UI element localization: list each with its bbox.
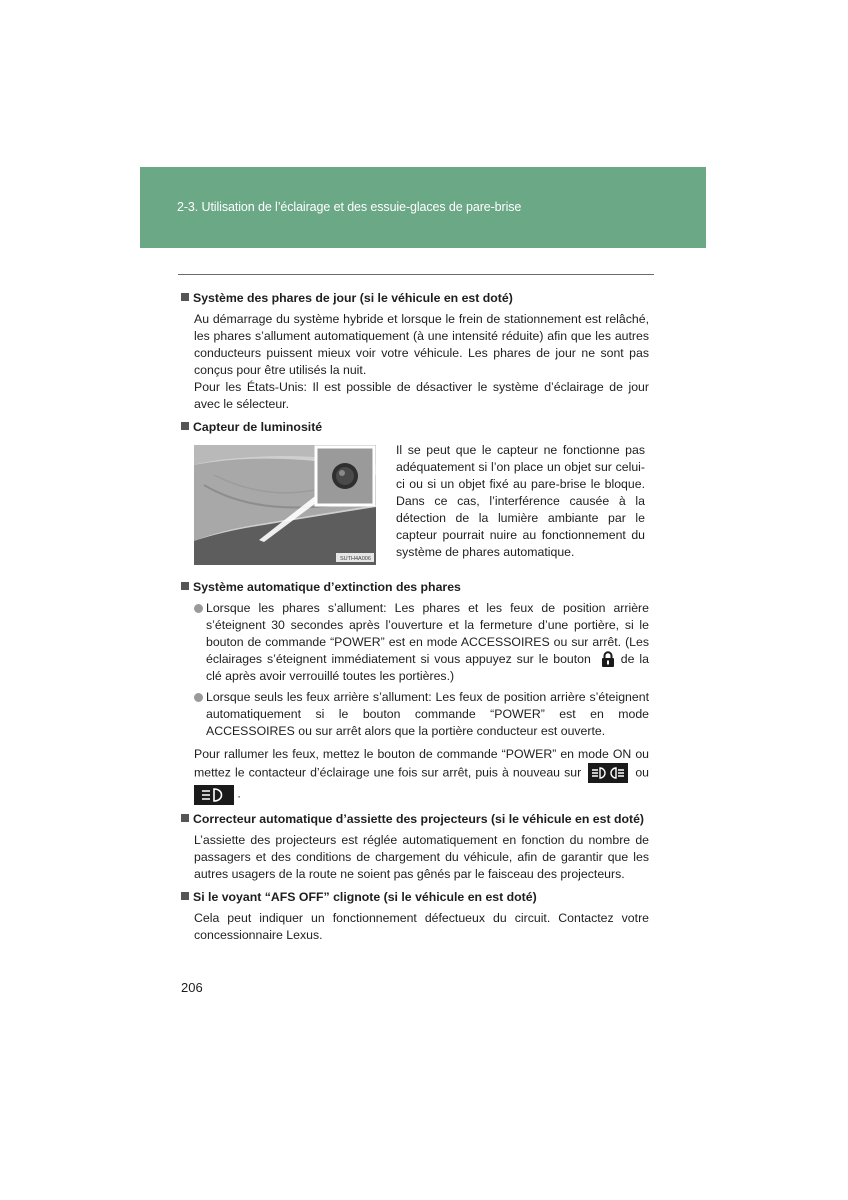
bullet-text: Lorsque les phares s’allument: Les phares et les feux de position arrière s’éteignent 30 secondes après l’ouverture et la fermeture d’une portière, si le bouton de commande “POWER” est en mode ACCESSOIRES ou sur arrêt. (Les éclairages s’éteignent immédiatement si vous appuyez sur le bouton	[206, 601, 649, 666]
section-auto-light-off	[181, 579, 649, 805]
section-light-sensor	[181, 419, 649, 565]
page-content	[181, 290, 649, 944]
dashboard-illustration	[194, 445, 376, 565]
list-item	[194, 689, 649, 740]
section-afs-off	[181, 889, 649, 944]
paragraph: Il se peut que le capteur ne fonctionne pas adéquatement si l’on place un objet sur celui-ci ou si un objet fixé au pare-brise le bloque. Dans ce cas, l’interférence causée à la détection de la lumière ambiante par le capteur pourrait nuire au fonctionnement du système de phares automatique.	[396, 443, 645, 559]
paragraph: Pour les États-Unis: Il est possible de désactiver le système d’éclairage de jour avec le sélecteur.	[194, 380, 649, 411]
lock-icon	[600, 651, 616, 668]
circle-bullet-icon	[194, 604, 203, 613]
paragraph: L’assiette des projecteurs est réglée automatiquement en fonction du nombre de passagers et des conditions de chargement du véhicule, afin de garantir que les autres usagers de la route ne soient pas gênés par le faisceau des projecteurs.	[194, 833, 649, 882]
section-headlight-leveling	[181, 811, 649, 883]
section-heading: Si le voyant “AFS OFF” clignote (si le véhicule en est doté)	[193, 890, 537, 905]
header-rule	[178, 274, 654, 275]
light-sensor-photo	[194, 445, 376, 565]
square-bullet-icon	[181, 814, 189, 822]
parking-lights-icon	[588, 763, 628, 783]
square-bullet-icon	[181, 892, 189, 900]
section-heading: Système des phares de jour (si le véhicule en est doté)	[193, 291, 513, 305]
circle-bullet-icon	[194, 693, 203, 702]
section-daytime-running-lights	[181, 290, 649, 413]
paragraph: Au démarrage du système hybride et lorsque le frein de stationnement est relâché, les phares s’allument automatiquement (à une intensité réduite) afin que les autres conducteurs puissent mieux voir votre véhicule. Les phares de jour ne sont pas conçus pour être utilisés la nuit.	[194, 312, 649, 377]
chapter-header-band	[140, 167, 706, 248]
section-heading: Correcteur automatique d’assiette des projecteurs (si le véhicule en est doté)	[193, 812, 645, 827]
image-code: SUTH4A006	[340, 556, 371, 562]
square-bullet-icon	[181, 293, 189, 301]
section-heading: Capteur de luminosité	[193, 420, 323, 434]
paragraph: Pour rallumer les feux, mettez le bouton de commande “POWER” en mode ON ou mettez le contacteur d’éclairage une fois sur arrêt, puis à nouveau sur ou .	[194, 746, 649, 805]
square-bullet-icon	[181, 582, 189, 590]
square-bullet-icon	[181, 422, 189, 430]
bullet-text: de la clé après avoir verrouillé toutes les portières.)	[206, 652, 650, 684]
bullet-text: Lorsque seuls les feux arrière s’allument: Les feux de position arrière s’éteignent automatiquement si le bouton commande “POWER” est en mode ACCESSOIRES ou sur arrêt alors que la portière conducteur est ouverte.	[206, 690, 649, 739]
headlight-icon	[194, 785, 234, 805]
paragraph: Cela peut indiquer un fonctionnement défectueux du circuit. Contactez votre concessionnaire Lexus.	[194, 911, 649, 943]
chapter-title: 2-3. Utilisation de l’éclairage et des essuie-glaces de pare-brise	[177, 200, 522, 214]
page-number: 206	[181, 980, 203, 995]
section-heading: Système automatique d’extinction des phares	[193, 580, 461, 594]
list-item	[194, 600, 649, 685]
